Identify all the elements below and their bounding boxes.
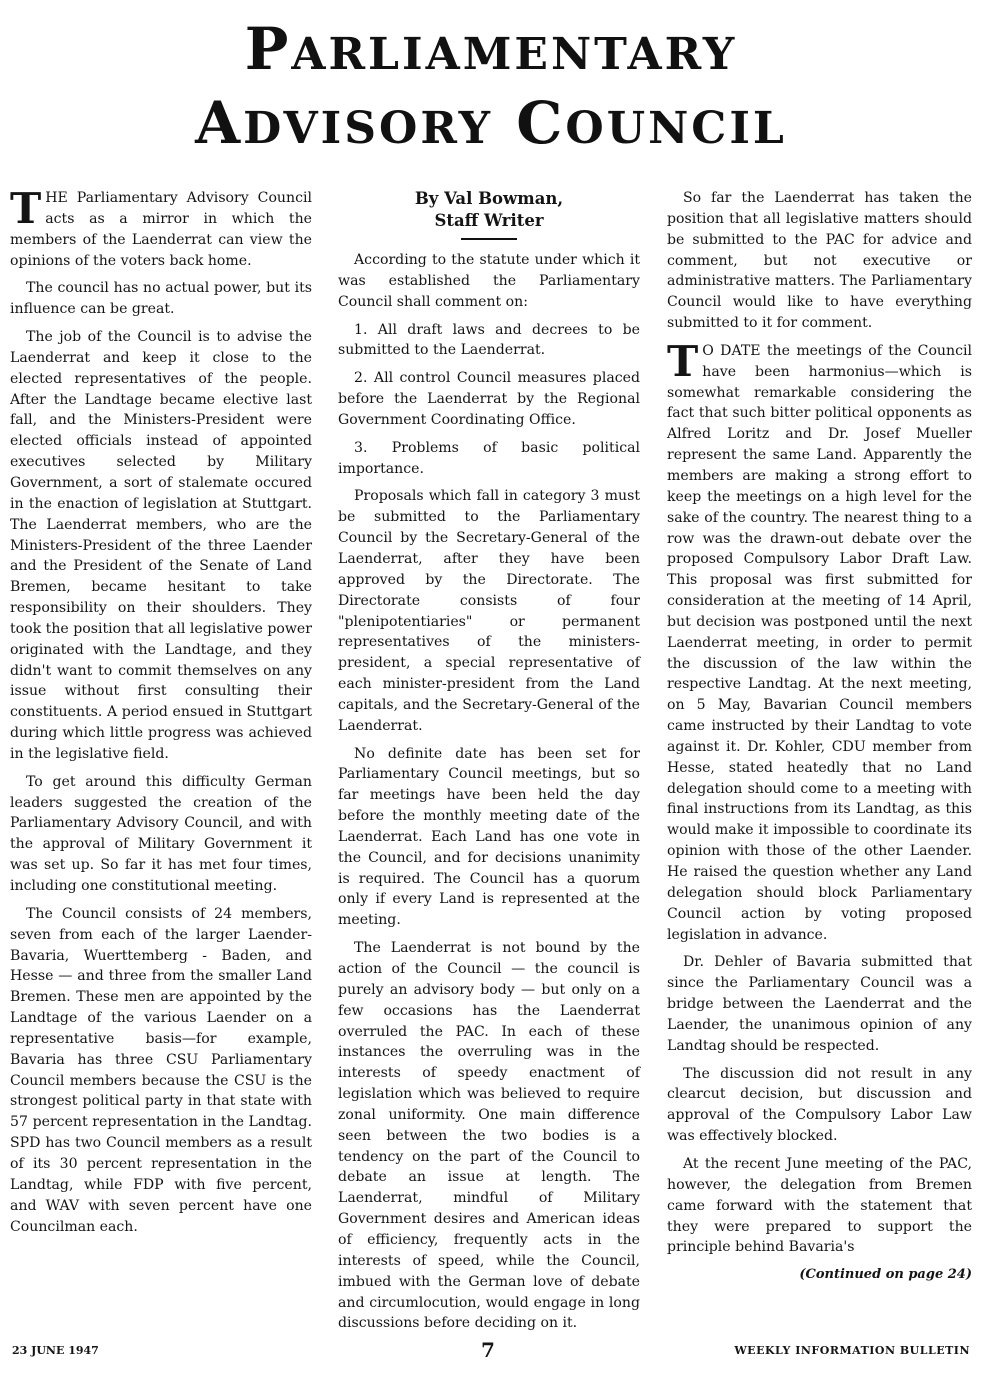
title-line-2: ADVISORY COUNCIL (195, 89, 787, 157)
author-name: By Val Bowman, (414, 189, 564, 208)
paragraph: The Council consists of 24 members, seven from each of the larger Laender-Bavaria, Wuerttemberg - Baden, and Hesse — and three from the smaller Land Bremen. These men are appointed by the Landtage of the various Laender on a representative basis—for example, Bavaria has three CSU Parliamentary Council members because the CSU is the strongest political party in that state with 57 percent representation in the Landtag. SPD has two Council members as a result of its 30 percent representation in the Landtag, while FDP with five percent, and WAV with seven percent have one Councilman each. (10, 905, 312, 1235)
continued-note: (Continued on page 24) (799, 1267, 972, 1283)
paragraph: 1. All draft laws and decrees to be submitted to the Laenderrat. (338, 321, 640, 359)
paragraph: 3. Problems of basic political importance. (338, 439, 640, 477)
byline (338, 188, 640, 240)
paragraph: So far the Laenderrat has taken the position that all legislative matters should be submitted to the PAC for advice and comment, but not executive or administrative matters. The Parliamentary Council would like to have everything submitted to it for comment. (667, 190, 972, 332)
title-line-1: PARLIAMENTARY (244, 15, 738, 83)
paragraph: No definite date has been set for Parliamentary Council meetings, but so far meetings have been held the day before the monthly meeting date of the Laenderrat. Each Land has one vote in the Council, and for decisions unanimity is required. The Council has a quorum only if every Land is represented at the meeting. (338, 745, 640, 929)
page-number: 7 (481, 1338, 495, 1362)
article-title (0, 15, 982, 157)
paragraph: The discussion did not result in any clearcut decision, but discussion and approval of the Compulsory Labor Law was effectively blocked. (667, 1065, 972, 1145)
publication-name: WEEKLY INFORMATION BULLETIN (734, 1344, 970, 1357)
paragraph: To get around this difficulty German leaders suggested the creation of the Parliamentary Advisory Council, and with the approval of Military Government it was set up. So far it has met four times, including one constitutional meeting. (10, 773, 312, 894)
paragraph: The job of the Council is to advise the Laenderrat and keep it close to the elected representatives of the people. After the Landtage became elective last fall, and the Ministers-President were elected officials instead of appointed executives selected by Military Government, a sort of stalemate occured in the enaction of legislation at Stuttgart. The Laenderrat members, who are the Ministers-President of the three Laender and the President of the Senate of Land Bremen, became hesitant to take responsibility on their shoulders. They took the position that all legislative power originated with the Landtage, and they didn't want to commit themselves on any issue without first consulting their constituents. A period ensued in Stuttgart during which little progress was achieved in the legislative field. (10, 329, 312, 762)
issue-date: 23 JUNE 1947 (12, 1344, 99, 1357)
article-column-3 (667, 188, 972, 1318)
article-column-2 (338, 188, 640, 1332)
paragraph: Proposals which fall in category 3 must be submitted to the Parliamentary Council by the Secretary-General of the Laenderrat, after they have been approved by the Directorate. The Directorate consists of four "plenipotentiaries" or permanent representatives of the ministers-president, a special representative of each minister-president from the Land capitals, and the Secretary-General of the Laenderrat. (338, 488, 640, 734)
paragraph: The Laenderrat is not bound by the action of the Council — the council is purely an advisory body — but only on a few occasions has the Laenderrat overruled the PAC. In each of these instances the overruling was in the interests of speedy enactment of legislation which was believed to require zonal uniformity. One main difference seen between the two bodies is a tendency on the part of the Council to debate an issue at length. The Laenderrat, mindful of Military Government desires and American ideas of efficiency, frequently acts in the interests of speed, while the Council, imbued with the German love of debate and circumlocution, would engage in long discussions before deciding on it. (338, 940, 640, 1332)
drop-cap: T (667, 336, 699, 386)
paragraph: THE Parliamentary Advisory Council acts as a mirror in which the members of the Laenderrat can view the opinions of the voters back home. (10, 184, 312, 269)
paragraph: 2. All control Council measures placed before the Laenderrat by the Regional Government Coordinating Office. (338, 370, 640, 428)
page-footer (0, 1338, 982, 1368)
paragraph: Dr. Dehler of Bavaria submitted that since the Parliamentary Council was a bridge between the Laenderrat and the Laender, the unanimous opinion of any Landtag should be respected. (667, 954, 972, 1054)
byline-rule (461, 238, 517, 240)
drop-cap: T (10, 184, 42, 233)
paragraph: The council has no actual power, but its influence can be great. (10, 280, 312, 318)
paragraph: T O DATE the meetings of the Council have been harmonius—which is somewhat remarkable considering the fact that such bitter political opponents as Alfred Loritz and Dr. Josef Mueller represent the same Land. Apparently the members are making a strong effort to keep the meetings on a high level for the sake of the country. The nearest thing to a row was the drawn-out debate over the proposed Compulsory Labor Draft Law. This proposal was first submitted for consideration at the meeting of 14 April, but decision was postponed until the next Laenderrat meeting, in order to permit the discussion of the law within the respective Landtag. At the next meeting, on 5 May, Bavarian Council members came instructed by their Landtag to vote against it. Dr. Kohler, CDU member from Hesse, stated heatedly that no Land delegation should come to a meeting with final instructions from its Landtag, as this would make it impossible to coordinate its opinion with those of the other Laender. He raised the question whether any Land delegation should block Parliamentary Council action by voting proposed legislation in advance. (667, 336, 972, 943)
paragraph: According to the statute under which it was established the Parliamentary Council shall comment on: (338, 252, 640, 310)
paragraph: At the recent June meeting of the PAC, however, the delegation from Bremen came forward with the statement that they were prepared to support the principle behind Bavaria's (667, 1155, 972, 1256)
author-role: Staff Writer (434, 211, 544, 230)
article-column-1 (10, 184, 312, 1318)
